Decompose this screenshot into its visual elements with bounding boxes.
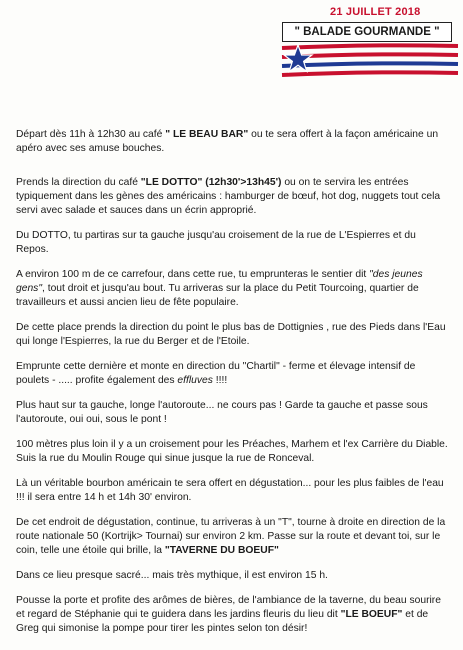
- text-segment: Plus haut sur ta gauche, longe l'autoroute... ne cours pas ! Garde ta gauche et passe sous l'autoroute, oui oui, sous le pont !: [16, 400, 428, 425]
- paragraph: [16, 176, 450, 218]
- text-segment: !!!!: [212, 375, 228, 386]
- paragraph: [16, 360, 450, 388]
- text-segment: ou te sera offert à la façon américaine un apéro avec ses amuse bouches.: [16, 129, 439, 154]
- itinerary-text: [16, 128, 450, 647]
- paragraph: [16, 229, 450, 257]
- paragraph: [16, 569, 450, 583]
- text-segment: A environ 100 m de ce carrefour, dans cette rue, tu emprunteras le sentier dit: [16, 269, 370, 280]
- text-segment: De cette place prends la direction du point le plus bas de Dottignies , rue des Pieds dans l'Eau qui longe l'Espierres, la rue du Berger et de l'Etoile.: [16, 322, 446, 347]
- bold-text: "LE DOTTO": [140, 177, 206, 188]
- american-flag-icon: [280, 42, 460, 82]
- paragraph: [16, 268, 450, 310]
- text-segment: De cet endroit de dégustation, continue, tu arriveras à un "T", tourne à droite en direction de la route nationale 50 (Kortrijk> Tournai) sur environ 2 km. Passe sur la route et devant toi, sur le coin, telle une étoile qui brille, la: [16, 517, 446, 556]
- text-segment: Là un véritable bourbon américain te sera offert en dégustation... pour les plus faibles de l'eau !!! il sera entre 14 h et 14h 30' environ.: [16, 478, 444, 503]
- text-segment: Pousse la porte et profite des arômes de bières, de l'ambiance de la taverne, du beau sourire et regard de Stéphanie qui te guidera dans les jardins fleuris du lieu dit: [16, 595, 441, 620]
- text-segment: Dans ce lieu presque sacré... mais très mythique, il est environ 15 h.: [16, 570, 328, 581]
- italic-text: "des jeunes gens": [16, 269, 423, 294]
- paragraph: [16, 128, 450, 156]
- paragraph: [16, 516, 450, 558]
- text-segment: , tout droit et jusqu'au bout. Tu arriveras sur la place du Petit Tourcoing, quartier de travailleurs et aussi ancien lieu de fête populaire.: [16, 283, 419, 308]
- text-segment: Prends la direction du café: [16, 177, 141, 188]
- italic-text: effluves: [177, 375, 213, 386]
- paragraph: [16, 477, 450, 505]
- paragraph: [16, 399, 450, 427]
- text-segment: Départ dès 11h à 12h30 au café: [16, 129, 166, 140]
- paragraph: [16, 594, 450, 636]
- text-segment: 100 mètres plus loin il y a un croisement pour les Préaches, Marhem et l'ex Carrière du Diable. Suis la rue du Moulin Rouge qui sinue jusque la rue de Ronceval.: [16, 439, 448, 464]
- text-segment: ou on te servira les entrées typiquement dans les gènes des américains : hamburger de bœuf, hot dog, nuggets tout cela servi avec salade et sauces dans un écrin approprié.: [16, 177, 441, 216]
- bold-text: "LE BOEUF": [340, 609, 403, 620]
- text-segment: Du DOTTO, tu partiras sur ta gauche jusqu'au croisement de la rue de L'Espierres et du Repos.: [16, 230, 416, 255]
- bold-text: (12h30'>13h45'): [205, 177, 282, 188]
- paragraph: [16, 321, 450, 349]
- text-segment: Emprunte cette dernière et monte en direction du "Chartil" - ferme et élevage intensif de poulets - ..... profite également des: [16, 361, 416, 386]
- text-segment: et de Greg qui simonise la pompe pour tirer les pintes selon ton désir!: [16, 609, 429, 634]
- bold-text: "TAVERNE DU BOEUF": [164, 545, 279, 556]
- page-title: " BALADE GOURMANDE ": [282, 22, 452, 42]
- bold-text: " LE BEAU BAR": [165, 129, 249, 140]
- date-label: 21 JUILLET 2018: [330, 6, 421, 18]
- paragraph: [16, 438, 450, 466]
